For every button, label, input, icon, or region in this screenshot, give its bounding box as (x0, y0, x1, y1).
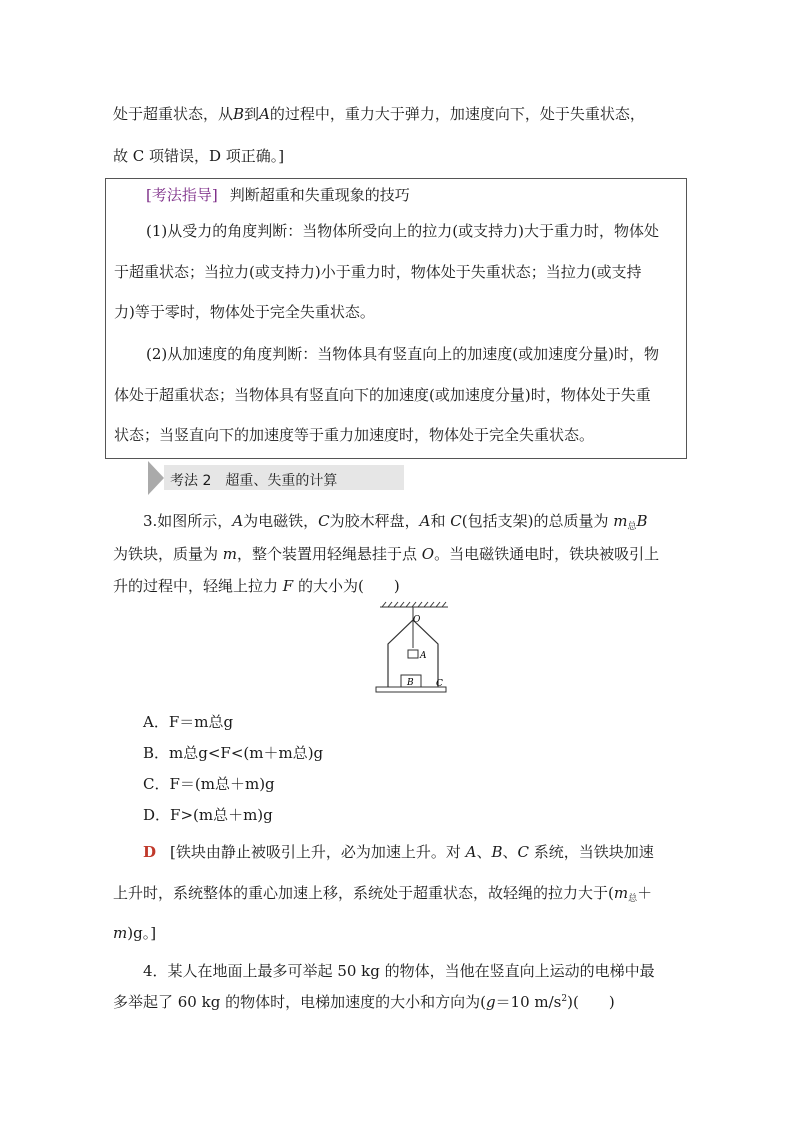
label-b: B (407, 678, 414, 688)
scale-figure (370, 600, 460, 698)
option-a: A．F＝m总g (143, 713, 234, 731)
option-d: D．F>(m总＋m)g (143, 806, 273, 824)
answer-line-3: m)g。] (113, 924, 157, 942)
label-o: O (413, 615, 421, 625)
label-c: C (436, 679, 443, 689)
electromagnet-a (408, 650, 418, 658)
guide-p1-line3: 力)等于零时，物体处于完全失重状态。 (114, 303, 375, 321)
guide-p2-line3: 状态；当竖直向下的加速度等于重力加速度时，物体处于完全失重状态。 (114, 426, 595, 444)
answer-line-1: D [铁块由静止被吸引上升，必为加速上升。对 A、B、C 系统，当铁块加速 (143, 843, 654, 861)
top-line-2: 故 C 项错误，D 项正确。] (113, 147, 285, 165)
guide-p2-line1: (2)从加速度的角度判断：当物体具有竖直向上的加速度(或加速度分量)时，物 (146, 345, 659, 363)
guide-p1-line2: 于超重状态；当拉力(或支持力)小于重力时，物体处于失重状态；当拉力(或支持 (114, 263, 642, 281)
method-guide-box (105, 178, 687, 459)
guide-tag: [考法指导] (146, 186, 218, 204)
ceiling-hatch (380, 602, 448, 607)
q3-line-3: 升的过程中，轻绳上拉力 F 的大小为( ) (113, 577, 400, 595)
q3-line-1: 3.如图所示，A为电磁铁，C为胶木秤盘，A和 C(包括支架)的总质量为 $m_总B$ (143, 512, 648, 532)
q4-line-1: 4．某人在地面上最多可举起 50 kg 的物体，当他在竖直向上运动的电梯中最 (143, 962, 655, 980)
label-a: A (420, 651, 427, 661)
guide-heading (146, 184, 410, 205)
section-title: 考法 2 超重、失重的计算 (170, 473, 338, 489)
option-c: C．F＝(m总＋m)g (143, 775, 275, 793)
guide-p1-line1: (1)从受力的角度判断：当物体所受向上的拉力(或支持力)大于重力时，物体处 (146, 222, 659, 240)
option-b: B．m总g<F<(m＋m总)g (143, 744, 324, 762)
q4-line-2: 多举起了 60 kg 的物体时，电梯加速度的大小和方向为(g＝10 $m/s^2$)( ) (113, 993, 615, 1011)
section-arrow-icon (148, 461, 164, 495)
q3-line-2: 为铁块，质量为 m，整个装置用轻绳悬挂于点 O。当电磁铁通电时，铁块被吸引上 (113, 545, 660, 563)
answer-letter: D (143, 843, 157, 861)
guide-p2-line2: 体处于超重状态；当物体具有竖直向下的加速度(或加速度分量)时，物体处于失重 (114, 386, 651, 404)
guide-title: 判断超重和失重现象的技巧 (229, 186, 410, 204)
top-line-1: 处于超重状态，从B到A的过程中，重力大于弹力，加速度向下，处于失重状态， (113, 105, 645, 123)
answer-line-2: 上升时，系统整体的重心加速上移，系统处于超重状态，故轻绳的拉力大于($m_总+$ (113, 884, 653, 904)
section-marker (148, 461, 688, 495)
